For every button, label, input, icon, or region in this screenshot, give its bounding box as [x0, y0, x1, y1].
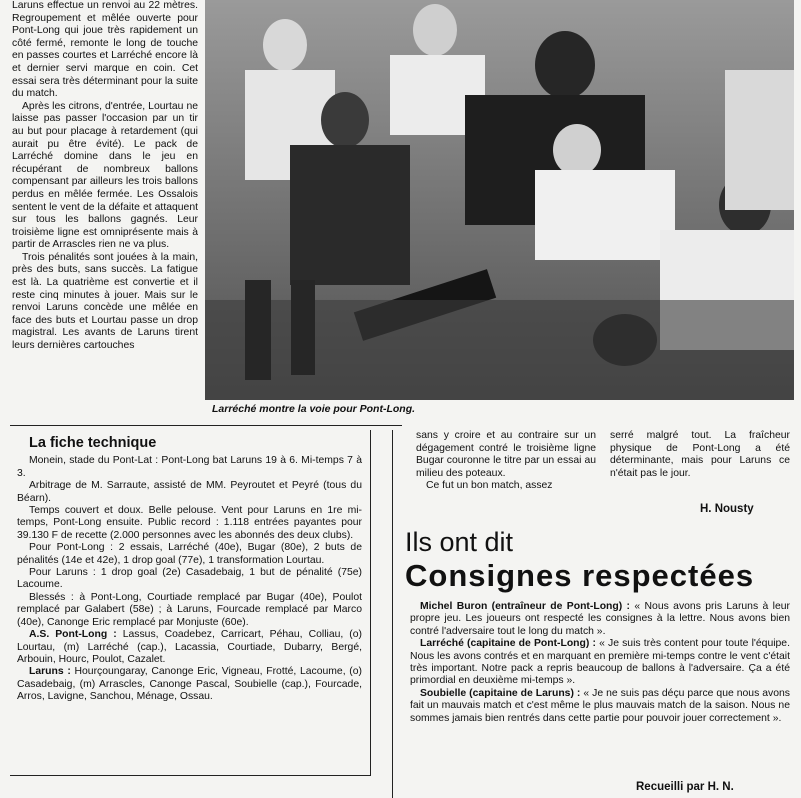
quote-speaker: Michel Buron (entraîneur de Pont-Long) : — [420, 601, 631, 612]
article-body-left — [12, 0, 198, 353]
rugby-photo — [205, 0, 794, 400]
quote — [410, 601, 790, 638]
team-lineup-pont-long — [17, 629, 362, 666]
kicker: Ils ont dit — [405, 527, 514, 557]
paragraph: Après les citrons, d'entrée, Lourtau ne laisse pas passer l'occasion par un tir au but pour placage à retardement (qui aurait pu être évité). Le pack de Larréché domine dans le jeu en récupérant de nombreux ballons compensant par ailleurs les trois ballons perdus en mêlée fermée. Les Ossalois sentent le vent de la défaite et attaquent sur tous les ballons gagnés. Leur troisième ligne est omniprésente mais à partir de Arrascles rien ne va plus. — [12, 100, 198, 251]
quote-speaker: Larréché (capitaine de Pont-Long) : — [420, 638, 596, 650]
paragraph: Ce fut un bon match, assez — [426, 480, 553, 492]
article-body-right — [610, 430, 790, 480]
quotes-credit: Recueilli par H. N. — [636, 781, 734, 793]
team-label: A.S. Pont-Long : — [29, 629, 117, 641]
fiche-paragraph: Temps couvert et doux. Belle pelouse. Vent pour Laruns en 1re mi-temps, Pont-Long ensuite. Public record : 1.118 entrées payantes pour 39.130 F de recette (2.000 personnes avec les abonnés des deux clubs). — [17, 505, 362, 541]
fiche-title: La fiche technique — [29, 435, 157, 451]
fiche-technique — [17, 437, 362, 704]
article-body-middle — [416, 430, 596, 493]
paragraph: sans y croire et au contraire sur un dégagement contré le troisième ligne Bugar couronne le titre par un essai au milieu des poteaux. — [416, 430, 596, 479]
author-signature: H. Nousty — [700, 503, 754, 515]
quote-text: « Je suis très content pour toute l'équipe. Nous les avons contrés et en marquant en première mi-temps contre le vent c'était très important. Notre pack a repris beaucoup de ballons à l'adversaire. Ça a été primordial en deuxième mi-temps ». — [410, 638, 790, 687]
team-players: Hourçoungaray, Canonge Eric, Vigneau, Frotté, Lacoume, (o) Casadebaig, (m) Arrascles, Canonge Pascal, Soubielle (cap.), Fourcade, Arros, Lavigne, Sanchou, Ménage, Ossau. — [17, 666, 362, 703]
fiche-paragraph: Monein, stade du Pont-Lat : Pont-Long bat Laruns 19 à 6. Mi-temps 7 à 3. — [17, 455, 362, 479]
photo-caption: Larréché montre la voie pour Pont-Long. — [212, 403, 416, 415]
paragraph: Trois pénalités sont jouées à la main, près des buts, sans succès. La fatigue est là. La quatrième est convertie et il reste cinq minutes à jouer. Mais sur le renvoi Laruns concède une mêlée en face des buts et Lourtau passe un drop magistral. Les avants de Laruns tirent leurs dernières cartouches — [12, 251, 198, 352]
quotes-block — [410, 601, 790, 725]
fiche-paragraph: Blessés : à Pont-Long, Courtiade remplacé par Bugar (40e), Poulot remplacé par Galabert (58e) ; à Laruns, Fourcade remplacé par Marco (40e), Canonge Eric remplacé par Monjuste (60e). — [17, 591, 362, 628]
quote — [410, 688, 790, 725]
paragraph: Laruns effectue un renvoi au 22 mètres. Regroupement et mêlée ouverte pour Pont-Long qui joue très rapidement un côté fermé, remonte le long de touche en passes courtes et Larréché encore là et dernier servi marque en coin. Cet essai sera très déterminant pour la suite du match. — [12, 0, 198, 100]
fiche-paragraph: Pour Pont-Long : 2 essais, Larréché (40e), Bugar (80e), 2 buts de pénalités (14e et 42e), 1 drop goal (77e), 1 transformation Lourtau. — [17, 542, 362, 566]
team-lineup-laruns — [17, 666, 362, 703]
quote-speaker: Soubielle (capitaine de Laruns) : — [420, 687, 581, 699]
paragraph: serré malgré tout. La fraîcheur physique de Pont-Long a été déterminante, mais pour Laruns ce n'était pas le jour. — [610, 430, 790, 479]
team-label: Laruns : — [29, 666, 71, 678]
column-divider — [392, 430, 393, 798]
team-players: Lassus, Coadebez, Carricart, Péhau, Colliau, (o) Lourtau, (m) Larréché (cap.), Lacassia, Courtiade, Dubarry, Bergé, Arbouin, Hourc, Poulot, Cazalet. — [17, 629, 363, 665]
quote — [410, 638, 790, 688]
headline: Consignes respectées — [405, 558, 755, 593]
rugby-scrum-image — [205, 0, 794, 400]
quote-text: « Je ne suis pas déçu parce que nous avons fait un mauvais match et c'est même le plus mauvais match de la saison. Nous ne sommes jamais bien rentrés dans cette partie pour pouvoir jouer correctement ». — [410, 687, 790, 724]
fiche-paragraph: Arbitrage de M. Sarraute, assisté de MM. Peyroutet et Peyré (tous du Béarn). — [17, 480, 362, 504]
divider — [10, 425, 402, 426]
quote-text: « Nous avons pris Laruns à leur propre jeu. Les joueurs ont respecté les consignes à la lettre. Nous avons bien contré l'adversaire tout le long du match ». — [410, 601, 791, 637]
fiche-paragraph: Pour Laruns : 1 drop goal (2e) Casadebaig, 1 but de pénalité (75e) Lacoume. — [17, 567, 362, 591]
